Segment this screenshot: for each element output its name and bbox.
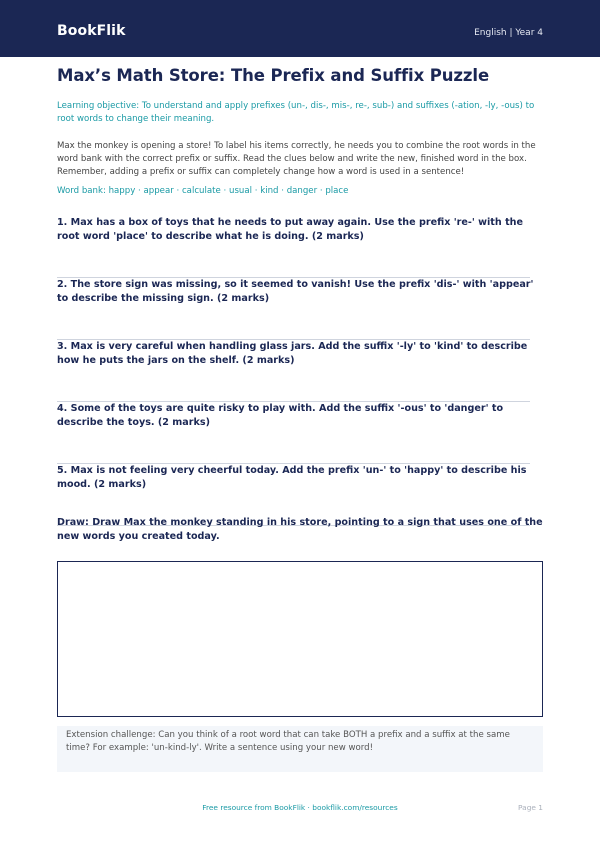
learning-objective: Learning objective: To understand and apply prefixes (un-, dis-, mis-, re-, sub-) and suffixes (-ation, -ly, -ous) to root words to change their meaning. [57,101,535,124]
subject-year: English | Year 4 [474,28,543,38]
footer-link[interactable]: Free resource from BookFlik · bookflik.com/resources [202,803,398,812]
intro-text: Max the monkey is opening a store! To label his items correctly, he needs you to combine the root words in the word bank with the correct prefix or suffix. Read the clues below and write the new, finished word in the box. Remember, adding a prefix or suffix can completely change how a word is used in a sentence! [57,141,536,177]
question-5: 5. Max is not feeling very cheerful today. Add the prefix 'un-' to 'happy' to describe his mood. (2 marks) [57,465,527,490]
header-bar [0,0,600,57]
draw-prompt: Draw: Draw Max the monkey standing in his store, pointing to a sign that uses one of the new words you created today. [57,517,543,542]
drawing-box[interactable] [57,561,543,717]
question-3: 3. Max is very careful when handling glass jars. Add the suffix '-ly' to 'kind' to describe how he puts the jars on the shelf. (2 marks) [57,341,528,366]
page-title: Max’s Math Store: The Prefix and Suffix Puzzle [57,66,490,85]
question-1: 1. Max has a box of toys that he needs to put away again. Use the prefix 're-' with the root word 'place' to describe what he is doing. (2 marks) [57,217,523,242]
word-bank: Word bank: happy · appear · calculate · usual · kind · danger · place [57,186,349,196]
brand-logo[interactable]: BookFlik [57,23,126,39]
question-4: 4. Some of the toys are quite risky to play with. Add the suffix '-ous' to 'danger' to describe the toys. (2 marks) [57,403,504,428]
extension-challenge: Extension challenge: Can you think of a root word that can take BOTH a prefix and a suffix at the same time? For example: 'un-kind-ly'. Write a sentence using your new word! [57,726,543,772]
question-2: 2. The store sign was missing, so it seemed to vanish! Use the prefix 'dis-' with 'appear' to describe the missing sign. (2 marks) [57,279,534,304]
page-number: Page 1 [518,803,543,812]
